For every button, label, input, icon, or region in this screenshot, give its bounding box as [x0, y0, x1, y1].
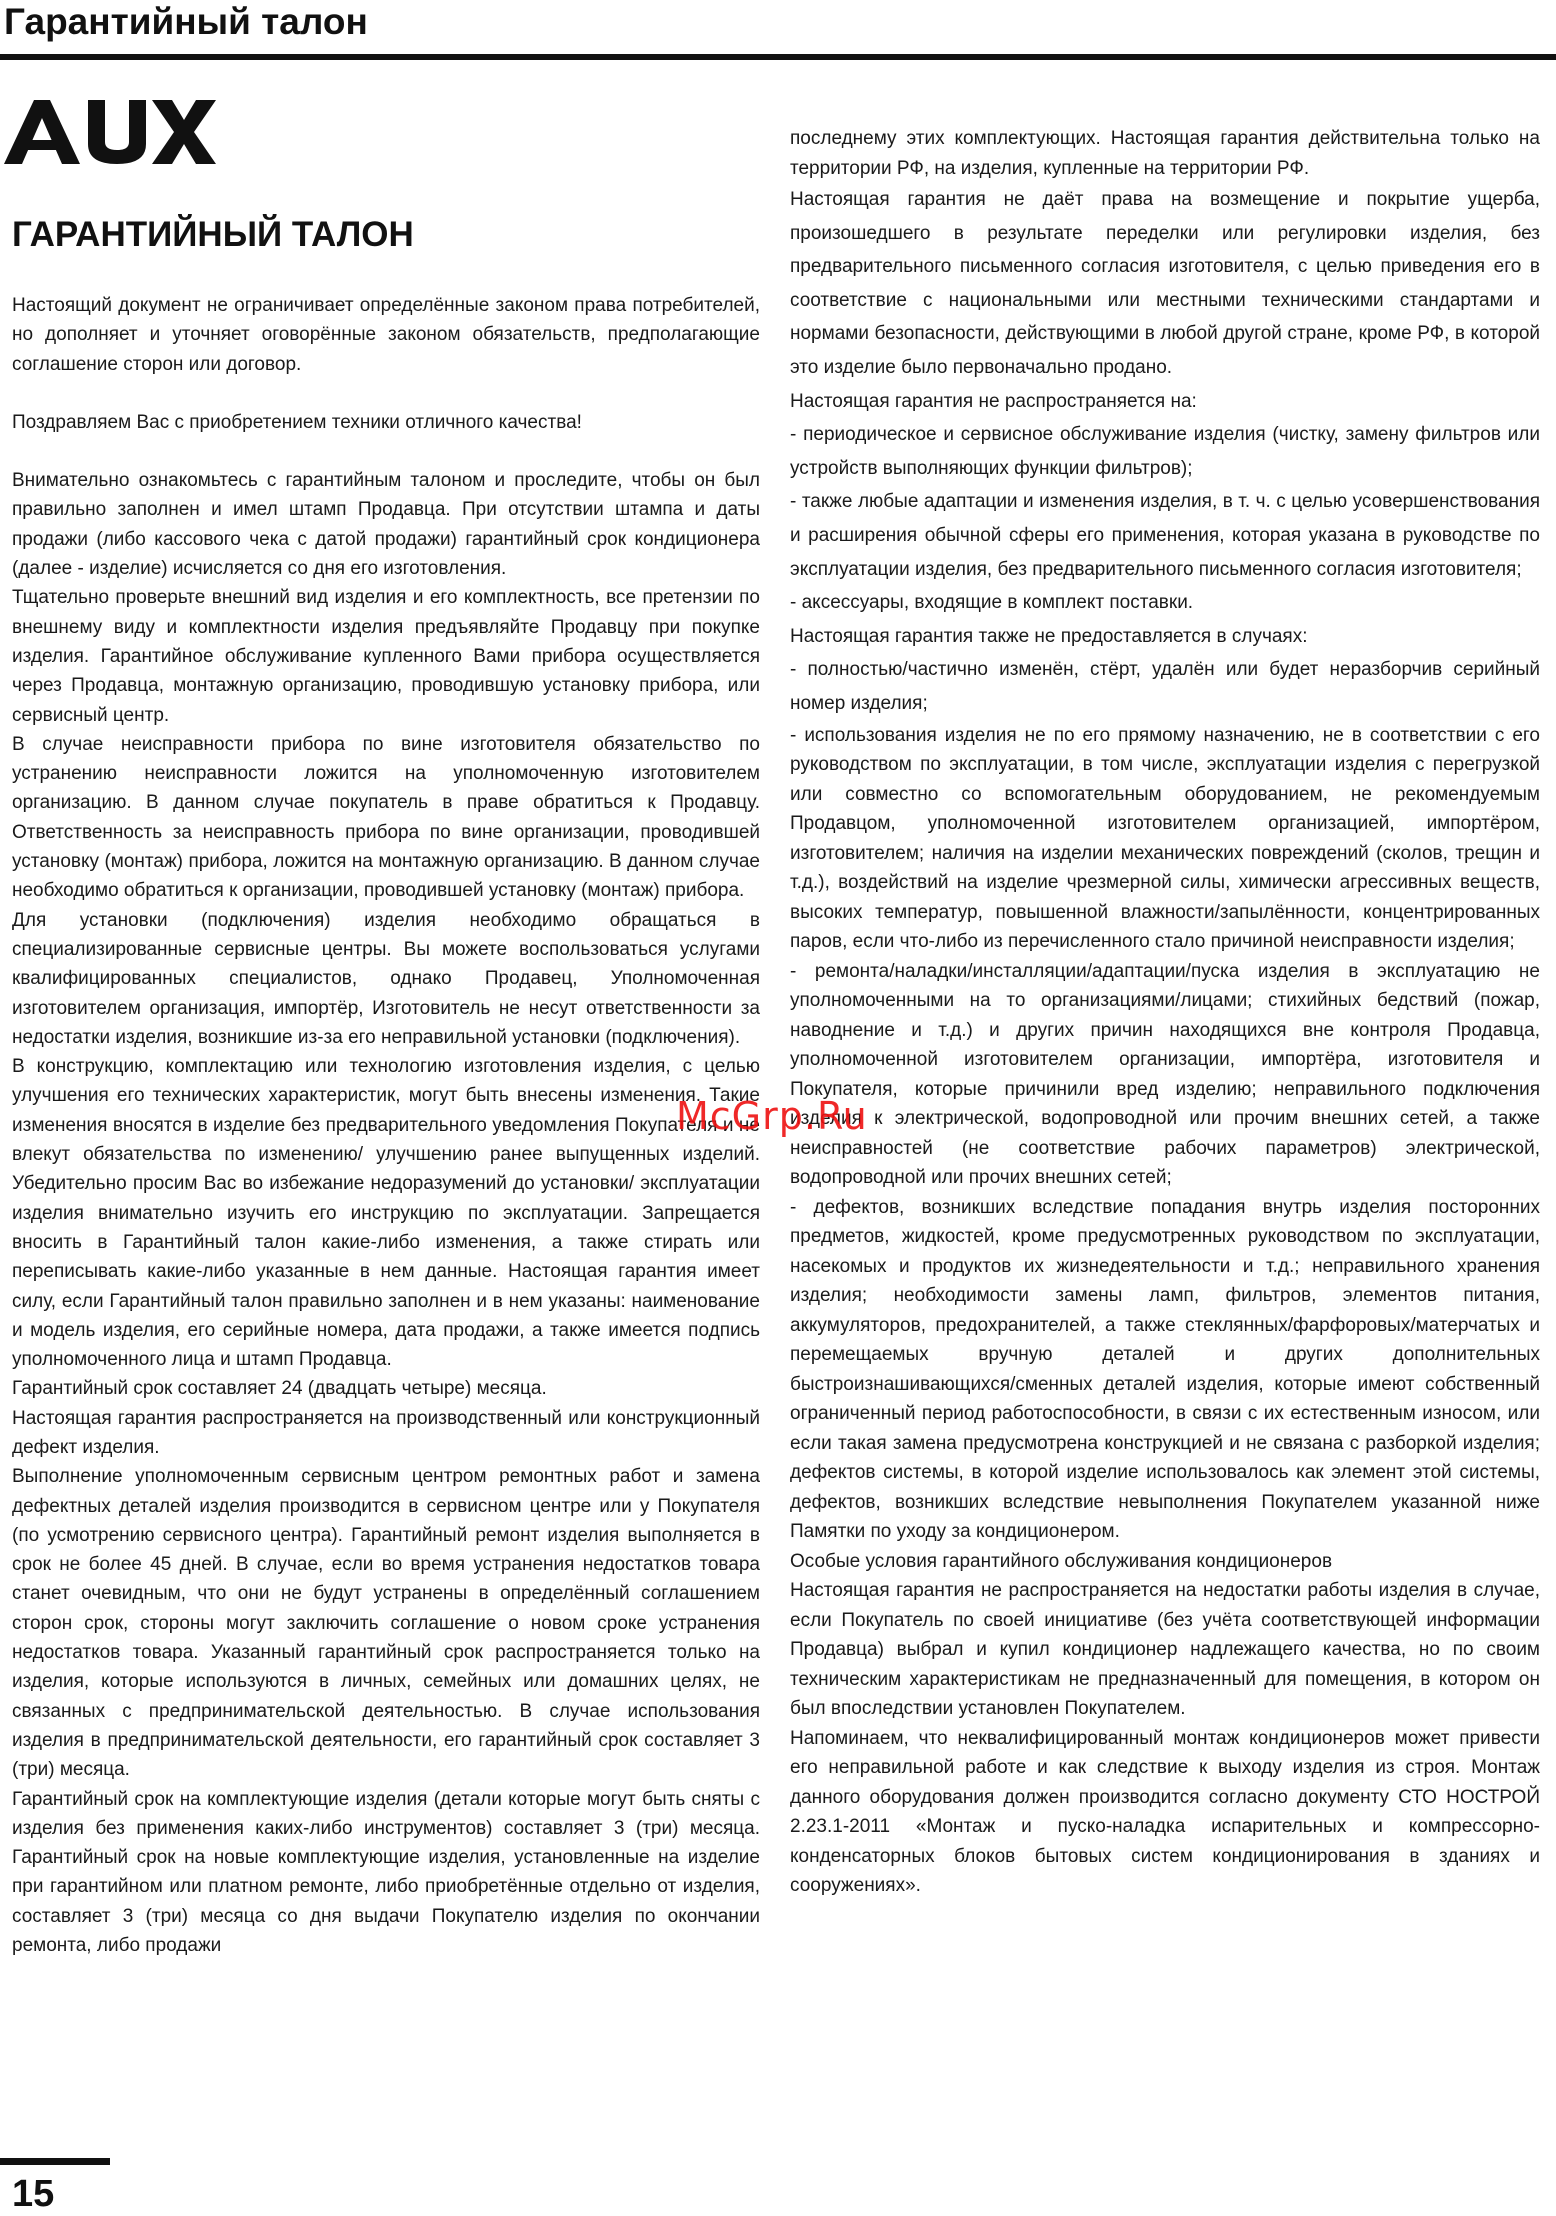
page-number: 15: [12, 2173, 55, 2215]
aux-logo-graphic: [2, 96, 217, 168]
paragraph: Настоящая гарантия не распространяется на:: [790, 390, 1197, 412]
list-item: - ремонта/наладки/инсталляции/адаптации/пуска изделия в эксплуатацию не уполномоченными на то организациями/лицами; стихийных бедствий (пожар, наводнение и т.д.) и других причин находящихся вне контроля Продавца, уполномоченной изготовителем организации, импортёра, изготовителя и Покупателя, которые причинили вред изделию; неправильного подключения изделия к электрической, водопроводной или прочим внешних сетей, а также неисправностей (не соответствие рабочих параметров) электрической, водопроводной или прочих внешних сетей;: [790, 960, 1540, 1188]
list-item: - полностью/частично изменён, стёрт, удалён или будет неразборчив серийный номер изделия;: [790, 659, 1540, 714]
paragraph: Настоящая гарантия распространяется на производственный или конструкционный дефект изделия.: [12, 1407, 760, 1458]
list-item: - использования изделия не по его прямому назначению, не в соответствии с его руководством по эксплуатации, в том числе, эксплуатации изделия с перегрузкой или совместно со вспомогательным оборудованием, не рекомендуемым Продавцом, уполномоченной изготовителем организацией, импортёром, изготовителем; наличия на изделии механических повреждений (сколов, трещин и т.д.), воздействий на изделие чрезмерной силы, химически агрессивных веществ, высоких температур, повышенной влажности/запылённости, концентрированных паров, если что-либо из перечисленного стало причиной неисправности изделия;: [790, 724, 1540, 952]
paragraph: Настоящая гарантия также не предоставляется в случаях:: [790, 625, 1308, 647]
paragraph: Внимательно ознакомьтесь с гарантийным талоном и проследите, чтобы он был правильно заполнен и имел штамп Продавца. При отсутствии штампа и даты продажи (либо кассового чека с датой продажи) гарантийный срок кондиционера (далее - изделие) исчисляется со дня его изготовления.: [12, 470, 760, 580]
watermark: McGrp.Ru: [676, 1094, 868, 1138]
paragraph: Настоящая гарантия не даёт права на возмещение и покрытие ущерба, произошедшего в результате переделки или регулировки изделия, без предварительного письменного согласия изготовителя, с целью приведения его в соответствие с национальными или местными техническими стандартами и нормами безопасности, действующими в любой другой стране, кроме РФ, в которой это изделие было первоначально продано.: [790, 189, 1540, 378]
paragraph: Тщательно проверьте внешний вид изделия и его комплектность, все претензии по внешнему виду и комплектности изделия предъявляйте Продавцу при покупке изделия. Гарантийное обслуживание купленного Вами прибора осуществляется через Продавца, монтажную организацию, проводившую установку прибора, или сервисный центр.: [12, 587, 760, 726]
paragraph: Гарантийный срок составляет 24 (двадцать четыре) месяца.: [12, 1378, 547, 1400]
document-heading: ГАРАНТИЙНЫЙ ТАЛОН: [12, 215, 414, 254]
list-item: - аксессуары, входящие в комплект поставки.: [790, 592, 1194, 614]
paragraph: последнему этих комплектующих. Настоящая гарантия действительна только на территории РФ, на изделия, купленные на территории РФ.: [790, 128, 1540, 179]
aux-logo: [2, 96, 217, 168]
paragraph: Напоминаем, что неквалифицированный монтаж кондиционеров может привести его неправильной работе и как следствие к выходу изделия из строя. Монтаж данного оборудования должен производится согласно документу СТО НОСТРОЙ 2.23.1-2011 «Монтаж и пуско-наладка испарительных и компрессорно-конденсаторных блоков бытовых систем кондиционирования в зданиях и сооружениях».: [790, 1727, 1540, 1896]
paragraph: Поздравляем Вас с приобретением техники отличного качества!: [12, 411, 582, 433]
list-item: - периодическое и сервисное обслуживание изделия (чистку, замену фильтров или устройств выполняющих функции фильтров);: [790, 424, 1540, 479]
paragraph: Гарантийный срок на комплектующие изделия (детали которые могут быть сняты с изделия без применения каких-либо инструментов) составляет 3 (три) месяца. Гарантийный срок на новые комплектующие изделия, установленные на изделие при гарантийном или платном ремонте, либо приобретённые отдельно от изделия, составляет 3 (три) месяца со дня выдачи Покупателю изделия по окончании ремонта, либо продажи: [12, 1788, 760, 1957]
left-column: [12, 291, 760, 1960]
paragraph: Настоящая гарантия не распространяется на недостатки работы изделия в случае, если Покупатель по своей инициативе (без учёта соответствующей информации Продавца) выбрал и купил кондиционер надлежащего качества, но по своим техническим характеристикам не предназначенный для помещения, в котором он был впоследствии установлен Покупателем.: [790, 1580, 1540, 1719]
paragraph: Для установки (подключения) изделия необходимо обращаться в специализированные сервисные центры. Вы можете воспользоваться услугами квалифицированных специалистов, однако Продавец, Уполномоченная изготовителем организация, импортёр, Изготовитель не несут ответственности за недостатки изделия, возникшие из-за его неправильной установки (подключения).: [12, 909, 760, 1048]
list-item: - также любые адаптации и изменения изделия, в т. ч. с целью усовершенствования и расширения обычной сферы его применения, которая указана в руководстве по эксплуатации изделия, без предварительного письменного согласия изготовителя;: [790, 491, 1540, 580]
paragraph: В случае неисправности прибора по вине изготовителя обязательство по устранению неисправности ложится на уполномоченную изготовителем организацию. В данном случае покупатель в праве обратиться к Продавцу. Ответственность за неисправность прибора по вине организации, проводившей установку (монтаж) прибора, ложится на монтажную организацию. В данном случае необходимо обратиться к организации, проводившей установку (монтаж) прибора.: [12, 733, 760, 902]
paragraph: Выполнение уполномоченным сервисным центром ремонтных работ и замена дефектных деталей изделия производится в сервисном центре или у Покупателя (по усмотрению сервисного центра). Гарантийный ремонт изделия выполняется в срок не более 45 дней. В случае, если во время устранения недостатков товара станет очевидным, что они не будут устранены в определённый соглашением сторон срок, стороны могут заключить соглашение о новом сроке устранения недостатков товара. Указанный гарантийный срок распространяется только на изделия, которые используются в личных, семейных или домашних целях, не связанных с предпринимательской деятельностью. В случае использования изделия в предпринимательской деятельности, его гарантийный срок составляет 3 (три) месяца.: [12, 1466, 760, 1781]
list-item: - дефектов, возникших вследствие попадания внутрь изделия посторонних предметов, жидкостей, кроме предусмотренных руководством по эксплуатации, насекомых и продуктов их жизнедеятельности и т.д.; неправильного хранения изделия; необходимости замены ламп, фильтров, элементов питания, аккумуляторов, предохранителей, а также стеклянных/фарфоровых/матерчатых и перемещаемых вручную деталей и других дополнительных быстроизнашивающихся/сменных деталей изделия, которые имеют собственный ограниченный период работоспособности, в связи с их естественным износом, или если такая замена предусмотрена конструкцией и не связана с разборкой изделия; дефектов системы, в которой изделие использовалось как элемент этой системы, дефектов, возникших вследствие невыполнения Покупателем указанной ниже Памятки по уходу за кондиционером.: [790, 1196, 1540, 1542]
right-column: [790, 124, 1540, 1901]
paragraph: Настоящий документ не ограничивает определённые законом права потребителей, но дополняет и уточняет оговорённые законом обязательств, предполагающие соглашение сторон или договор.: [12, 295, 760, 375]
page-header-title: Гарантийный талон: [4, 1, 368, 42]
footer-divider: [0, 2158, 110, 2165]
header-divider: [0, 54, 1556, 60]
paragraph: В конструкцию, комплектацию или технологию изготовления изделия, с целью улучшения его технических характеристик, могут быть внесены изменения. Такие изменения вносятся в изделие без предварительного уведомления Покупателя и не влекут обязательства по изменению/ улучшению ранее выпущенных изделий. Убедительно просим Вас во избежание недоразумений до установки/ эксплуатации изделия внимательно изучить его инструкцию по эксплуатации. Запрещается вносить в Гарантийный талон какие-либо изменения, а также стирать или переписывать какие-либо указанные в нем данные. Настоящая гарантия имеет силу, если Гарантийный талон правильно заполнен и в нем указаны: наименование и модель изделия, его серийные номера, дата продажи, а также имеется подпись уполномоченного лица и штамп Продавца.: [12, 1056, 760, 1371]
section-subheading: Особые условия гарантийного обслуживания кондиционеров: [790, 1550, 1333, 1572]
